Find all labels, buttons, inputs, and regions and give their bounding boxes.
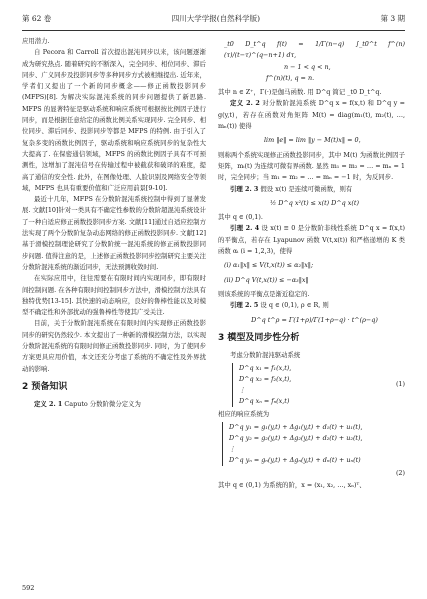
definition-label: 定义 2. 1 <box>34 399 63 408</box>
lemma-label: 引理 2. 3 <box>230 184 259 193</box>
equation-lemma2b: (ii) D^q V(t,x(t)) ≤ −α₃‖x‖ <box>224 275 309 284</box>
equation-drive-system <box>218 361 405 409</box>
lemma-text: 设 q ∈ (0,1), ρ ∈ R, 则 <box>260 301 329 310</box>
equation-response-system <box>218 420 405 468</box>
paragraph: 相应的响应系统为 <box>218 410 270 419</box>
lemma <box>218 223 405 257</box>
equation-line: _t0 D_t^q f(t) = 1/Γ(n−q) ∫_t0^t f^(n)(τ)/(t−τ)^(q−n+1) dτ, <box>224 40 405 60</box>
lemma-label: 引理 2. 4 <box>230 224 260 233</box>
equation-number: (2) <box>395 469 405 478</box>
paragraph: 则该系统的平衡点是渐近稳定的. <box>218 289 310 298</box>
equation-caputo <box>218 39 405 84</box>
definition-label: 定义 2. 2 <box>230 99 260 108</box>
equation-lemma3: D^q t^ρ = Γ(1+ρ)/Γ(1+ρ−q) · t^(ρ−q) <box>251 315 378 324</box>
equation-lemma1: ½ D^q x²(t) ≤ x(t) D^q x(t) <box>270 198 359 207</box>
paragraph: 其中 q ∈ (0,1). <box>218 213 263 222</box>
running-header <box>22 8 405 28</box>
lemma <box>218 300 405 311</box>
paragraph: 在实际应用中，往往需要在有限时间内实现同步，即有限时间控制问题. 在各种有限时间控制同步方法中，滑模控制方法具有独特优势[13-15]. 其快速的动态响应，良好的鲁棒性能以及对模型不确定性和外部扰动的强鲁棒性等使其广受关注. <box>22 274 206 317</box>
section-heading: 3 模型及同步性分析 <box>218 332 300 343</box>
equation-line: D^q x₂ = f₂(x,t), <box>239 375 292 384</box>
definition <box>218 98 405 132</box>
lemma <box>218 184 405 195</box>
issue-label: 第 3 期 <box>380 13 405 23</box>
equation-line: D^q yₙ = gₙ(y,t) + Δgₙ(y,t) + dₙ(t) + uₙ(t) <box>229 456 361 465</box>
header-rule <box>22 30 405 31</box>
equation-line: D^q x₁ = f₁(x,t), <box>239 364 292 373</box>
equation-number: (1) <box>395 380 405 389</box>
paragraph: 最近十几年，MFPS 在分数阶混沌系统控制中得到了显著发展. 文献[10]针对一类具有不确定性参数的分数阶超混沌系统设计了一种自适应修正函数投影同步方案. 文献[11]通过自适应控制方法实现了两个分数阶复杂动态网络的修正函数投影同步. 文献[12]基于滑模控制理论研究了分数阶统一混沌系统的修正函数投影同步问题. 值得注意的是，上述修正函数投影同步控制研究主要关注分数阶混沌系统的渐近同步，无法预测收敛时间. <box>22 195 206 271</box>
journal-title: 四川大学学报(自然科学版) <box>171 13 261 23</box>
equation-line: D^q y₂ = g₂(y,t) + Δg₂(y,t) + d₂(t) + u₂(t), <box>229 434 363 443</box>
paragraph: 考虑分数阶混沌驱动系统 <box>230 350 301 359</box>
equation-line: n − 1 < q < n, <box>284 62 331 71</box>
paragraph: 其中 q ∈ (0,1) 为系统的阶，x = (x₁, x₂, …, xₙ)ᵀ、 <box>218 480 366 489</box>
equation-limit: lim ‖e‖ = lim ‖y − M(t)x‖ = 0， <box>264 136 365 145</box>
paragraph: 应用潜力. <box>22 37 50 45</box>
lemma-text: 设 x(t) ≡ 0 是分数阶非线性系统 D^q x = f(x,t) 的平衡点，若存在 Lyapunov 函数 V(t,x(t)) 和严格递增的 K 类函数 αᵢ (i = 1,2,3)，使得 <box>218 224 405 256</box>
lemma-label: 引理 2. 5 <box>230 301 259 310</box>
paragraph: 自 Pecora 和 Carroll 首次提出混沌同步以来，该问题逐渐成为研究热点. 随着研究的不断深入，完全同步、相位同步、滞后同步、广义同步及投影同步等多种同步方式被相继提出. 近年来，学者们又提出了一个新的同步概念——修正函数投影同步(MFPS)[8]. 为解决实际混沌系统的同步问题提供了新思路. MFPS 的显著特征是驱动系统和响应系统可根据按比例因子进行同步，而是根据任意给定的函数比例关系实现同步. 完全同步、相位同步、滞后同步、投影同步等都是 MFPS 的特例. 由于引入了复杂多变的函数比例因子，驱动系统和响应系统同步的复杂性大大提高了. 在保密通信领域，MFPS 的函数比例因子具有不可预测性，这增加了混沌信号在传输过程中被截获和破译的难度，提高了通信的安全性. 此外，在图像处理、人脸识别及网络安全等领域，MFPS 也具有重要价值和广泛应用前景[9-10]. <box>22 48 206 192</box>
definition <box>22 399 206 410</box>
lemma-text: 假设 x(t) 是连续可微函数，则有 <box>260 184 353 193</box>
drive-system-lines <box>232 363 291 407</box>
right-column <box>218 36 405 491</box>
equation-line: ⋮ <box>239 386 246 395</box>
equation-line: f^(n)(t), q = n. <box>266 73 315 82</box>
definition-text: 对分数阶混沌系统 D^q x = f(x,t) 和 D^q y = g(y,t)，若存在函数对角矩阵 M(t) = diag(m₁(t), m₂(t), …, mₙ(t)) 使得 <box>218 99 405 131</box>
volume-label: 第 62 卷 <box>22 13 52 23</box>
page-number: 592 <box>22 584 35 592</box>
equation-line: D^q xₙ = fₙ(x,t) <box>239 397 290 406</box>
left-column <box>22 36 206 410</box>
paragraph: 其中 n ∈ Z⁺，Γ(·)是伽马函数. 用 D^q 简记 _t0 D_t^q. <box>218 88 382 97</box>
paragraph: 目前，关于分数阶混沌系统在有限时间内实现修正函数投影同步的研究仍然较少. 本文提出了一种新的滑模控制方法，以实现分数阶混沌系统的有限时间修正函数投影同步. 同时，为了使同步方案更具应用价值，本文还充分考虑了系统的不确定性及外界扰动的影响. <box>22 319 206 373</box>
equation-line: D^q y₁ = g₁(y,t) + Δg₁(y,t) + d₁(t) + u₁(t), <box>229 423 363 432</box>
equation-lemma2a: (i) α₁‖x‖ ≤ V(t,x(t)) ≤ α₂‖x‖; <box>224 261 314 270</box>
response-system-lines <box>222 422 363 466</box>
definition-text: Caputo 分数阶微分定义为 <box>64 399 141 408</box>
paragraph: 则称两个系统实现修正函数投影同步，其中 M(t) 为函数比例因子矩阵，mᵢ(t) 为连续可微有界函数. 显然 m₁ = m₂ = … = mₙ = 1 时，完全同步；当 m₁ = m₂ = … = mₙ = −1 时，为反同步. <box>218 150 405 182</box>
section-heading: 2 预备知识 <box>22 381 68 392</box>
equation-line: ⋮ <box>229 445 236 454</box>
